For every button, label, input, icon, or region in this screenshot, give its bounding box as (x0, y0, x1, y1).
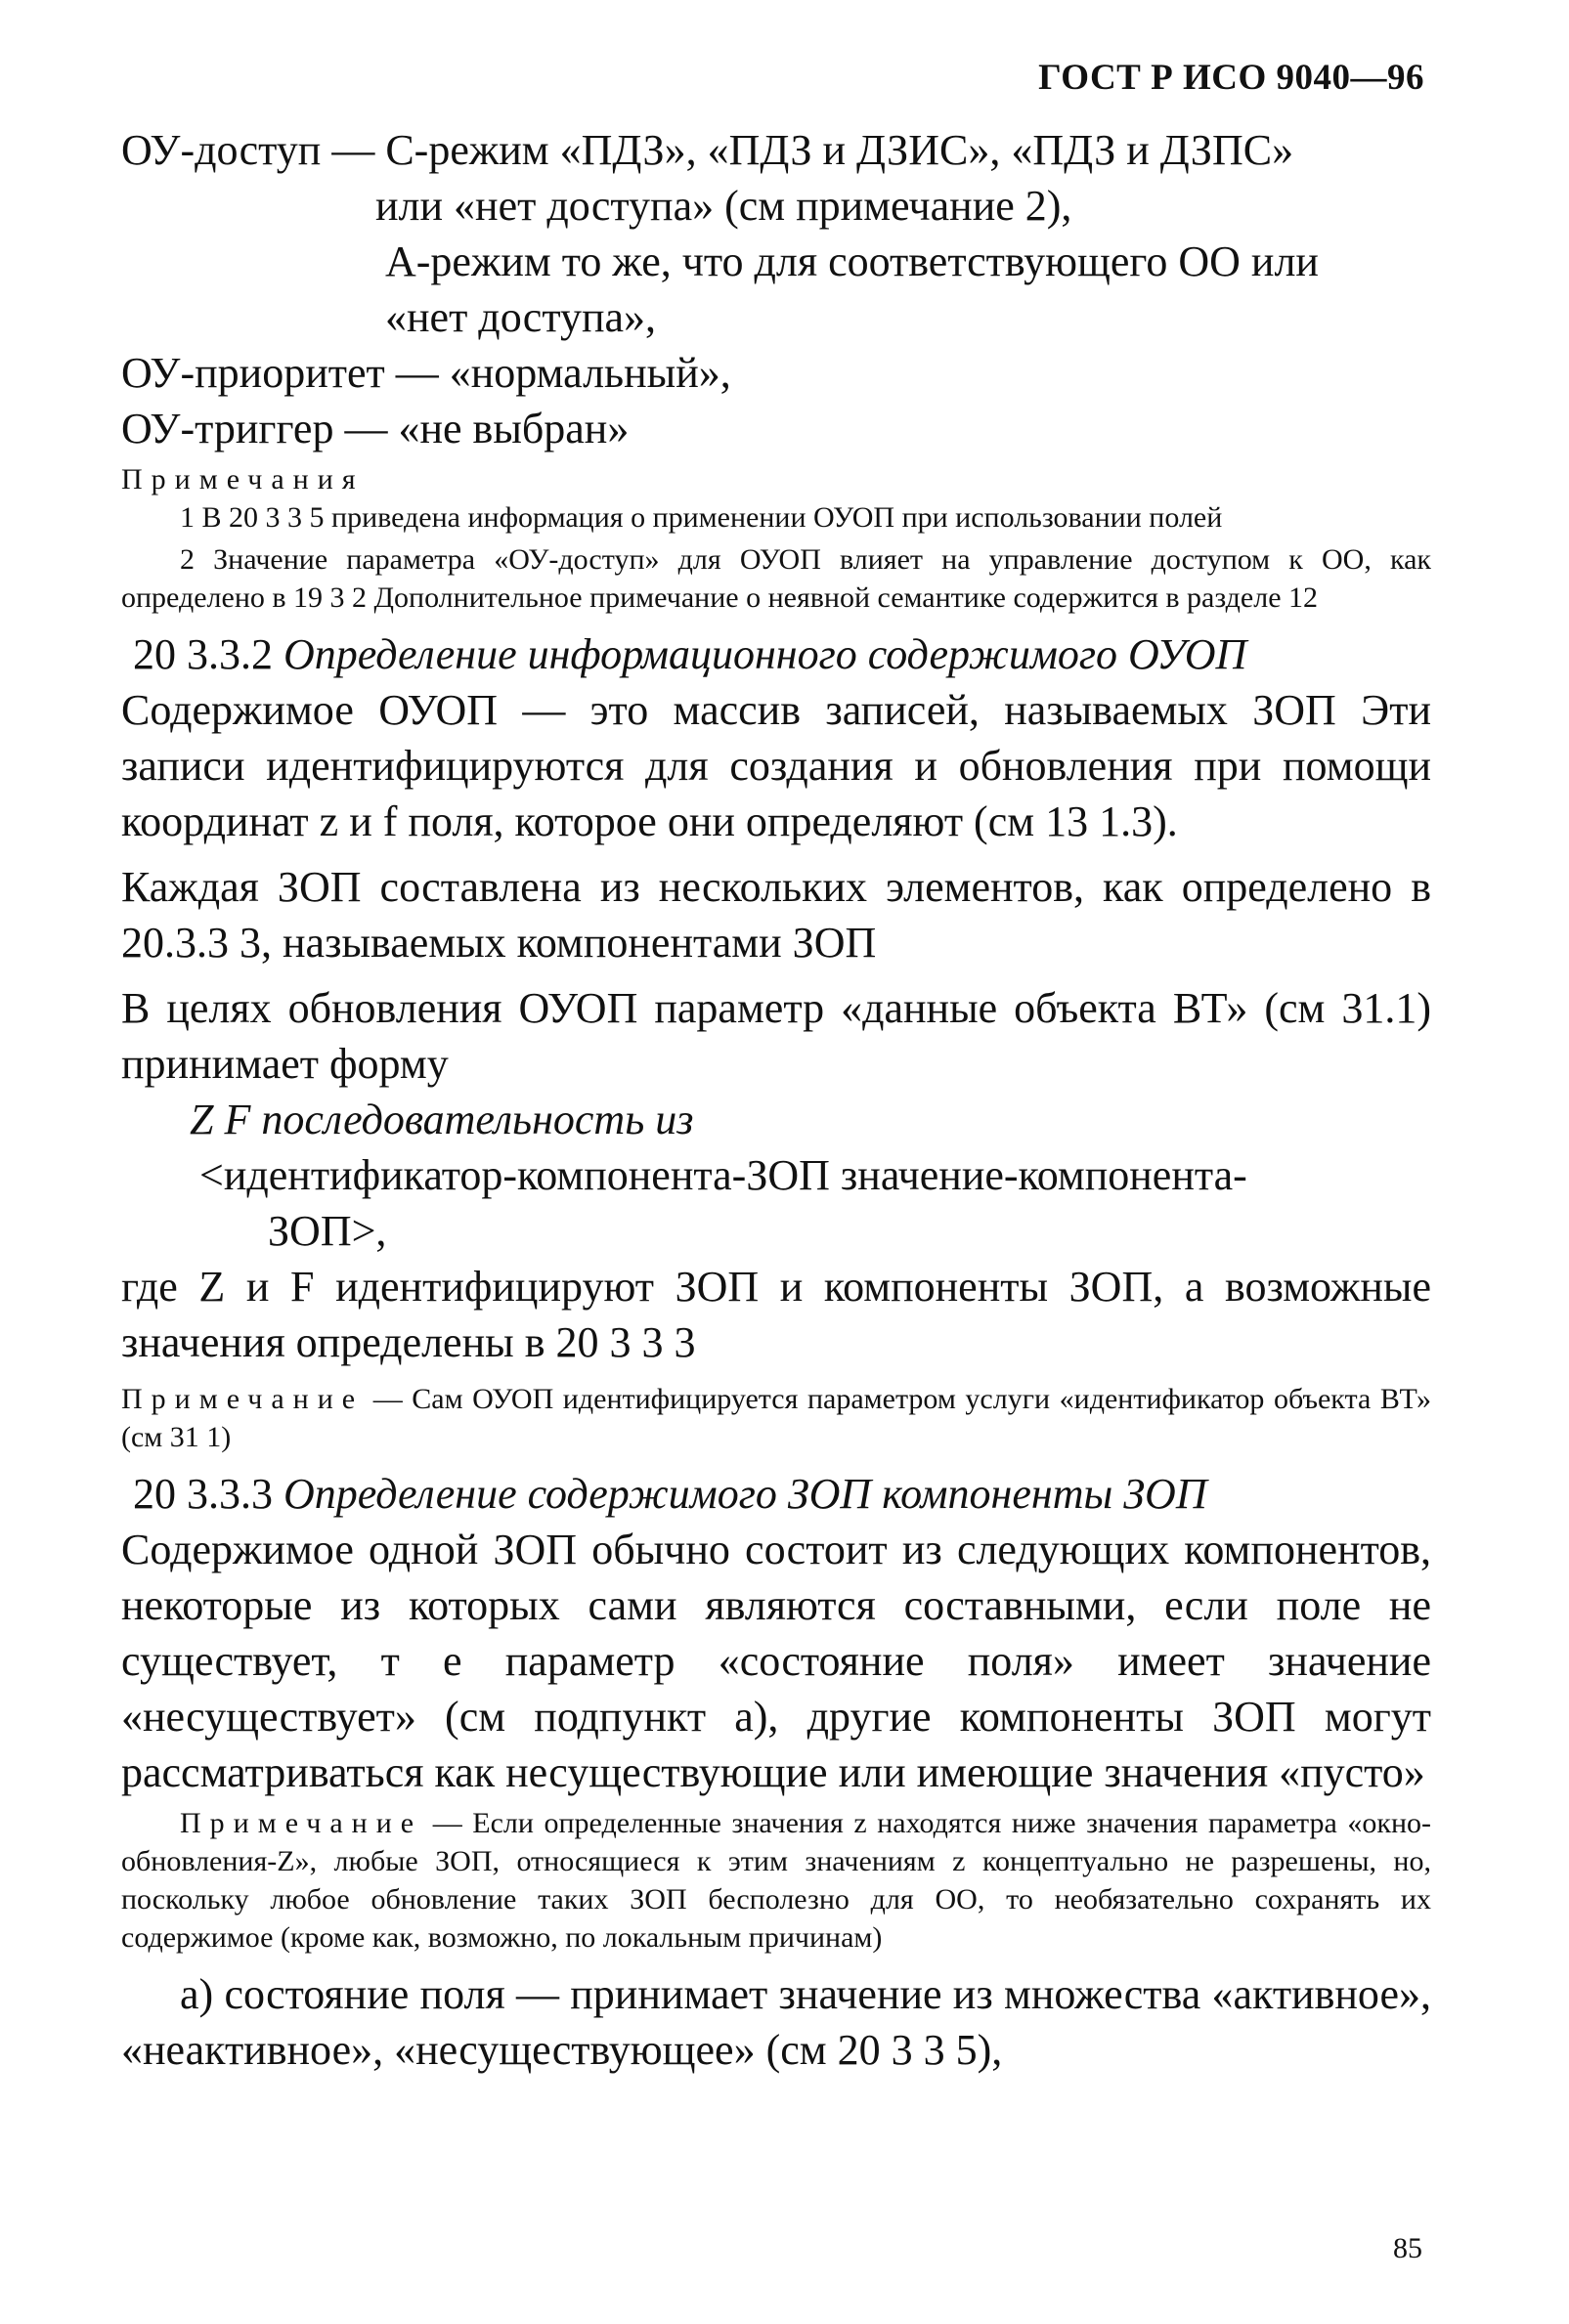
heading-20-3-3-2 (121, 626, 1431, 682)
line-priority: ОУ-приоритет — «нормальный», (121, 349, 731, 397)
page-number: 85 (1393, 2232, 1422, 2264)
paragraph-where: где Z и F идентифицируют ЗОП и компоненты ЗОП, а возможные значения определены в 20 3 3 3 (121, 1263, 1431, 1366)
note-4-text: — Если определенные значения z находятся ниже значения параметра «окно-обновления-Z», любые ЗОП, относящиеся к этим значениям z концептуально не разрешены, но, поскольку любое обновление таких ЗОП бесполезно для ОО, то необязательно сохранять их содержимое (кроме как, возможно, по локальным причинам) (121, 1807, 1431, 1954)
note-3 (121, 1380, 1431, 1456)
notes-title: Примечания (121, 463, 365, 495)
heading-20-3-3-3 (121, 1466, 1431, 1522)
note-3-label: Примечание (121, 1383, 365, 1415)
formula-sequence-end: ЗОП>, (268, 1207, 387, 1255)
formula-sequence: <идентификатор-компонента-ЗОП значение-компонента- (199, 1151, 1247, 1199)
paragraph-composition: Каждая ЗОП составлена из нескольких элементов, как определено в 20.3.3 3, называемых компонентами ЗОП (121, 863, 1431, 967)
formula-line: Z F последовательность из (190, 1096, 694, 1143)
heading-title: Определение содержимого ЗОП компоненты ЗОП (283, 1470, 1207, 1518)
note-2: 2 Значение параметра «ОУ-доступ» для ОУОП влияет на управление доступом к ОО, как определено в 19 3 2 Дополнительное примечание о неявной семантике содержится в разделе 12 (121, 543, 1431, 614)
standard-header: ГОСТ Р ИСО 9040—96 (1038, 58, 1424, 98)
note-1: 1 В 20 3 3 5 приведена информация о применении ОУОП при использовании полей (180, 501, 1223, 534)
heading-title: Определение информационного содержимого ОУОП (283, 630, 1247, 678)
note-4 (121, 1804, 1431, 1957)
line-a-mode: А-режим то же, что для соответствующего ОО или (385, 237, 1319, 285)
paragraph-update: В целях обновления ОУОП параметр «данные объекта ВТ» (см 31.1) принимает форму (121, 984, 1431, 1088)
line-access: ОУ-доступ — С-режим «ПДЗ», «ПДЗ и ДЗИС», «ПДЗ и ДЗПС» (121, 126, 1294, 174)
document-body (121, 122, 1431, 2078)
note-4-label: Примечание (180, 1807, 423, 1839)
line-a-mode-cont: «нет доступа», (385, 293, 657, 341)
list-item-a: а) состояние поля — принимает значение из множества «активное», «неактивное», «несуществующее» (см 20 3 3 5), (121, 1970, 1431, 2074)
paragraph-components: Содержимое одной ЗОП обычно состоит из следующих компонентов, некоторые из которых сами являются составными, если поле не существует, т е параметр «состояние поля» имеет значение «несуществует» (см подпункт а), другие компоненты ЗОП могут рассматриваться как несуществующие или имеющие значения «пусто» (121, 1526, 1431, 1796)
heading-number: 20 3.3.2 (133, 630, 273, 678)
line-trigger: ОУ-триггер — «не выбран» (121, 405, 630, 452)
heading-number: 20 3.3.3 (133, 1470, 273, 1518)
line-access-cont: или «нет доступа» (см примечание 2), (375, 182, 1072, 230)
paragraph-content: Содержимое ОУОП — это массив записей, называемых ЗОП Эти записи идентифицируются для создания и обновления при помощи координат z и f поля, которое они определяют (см 13 1.3). (121, 686, 1431, 845)
note-3-text: — Сам ОУОП идентифицируется параметром услуги «идентификатор объекта ВТ» (см 31 1) (121, 1383, 1432, 1453)
